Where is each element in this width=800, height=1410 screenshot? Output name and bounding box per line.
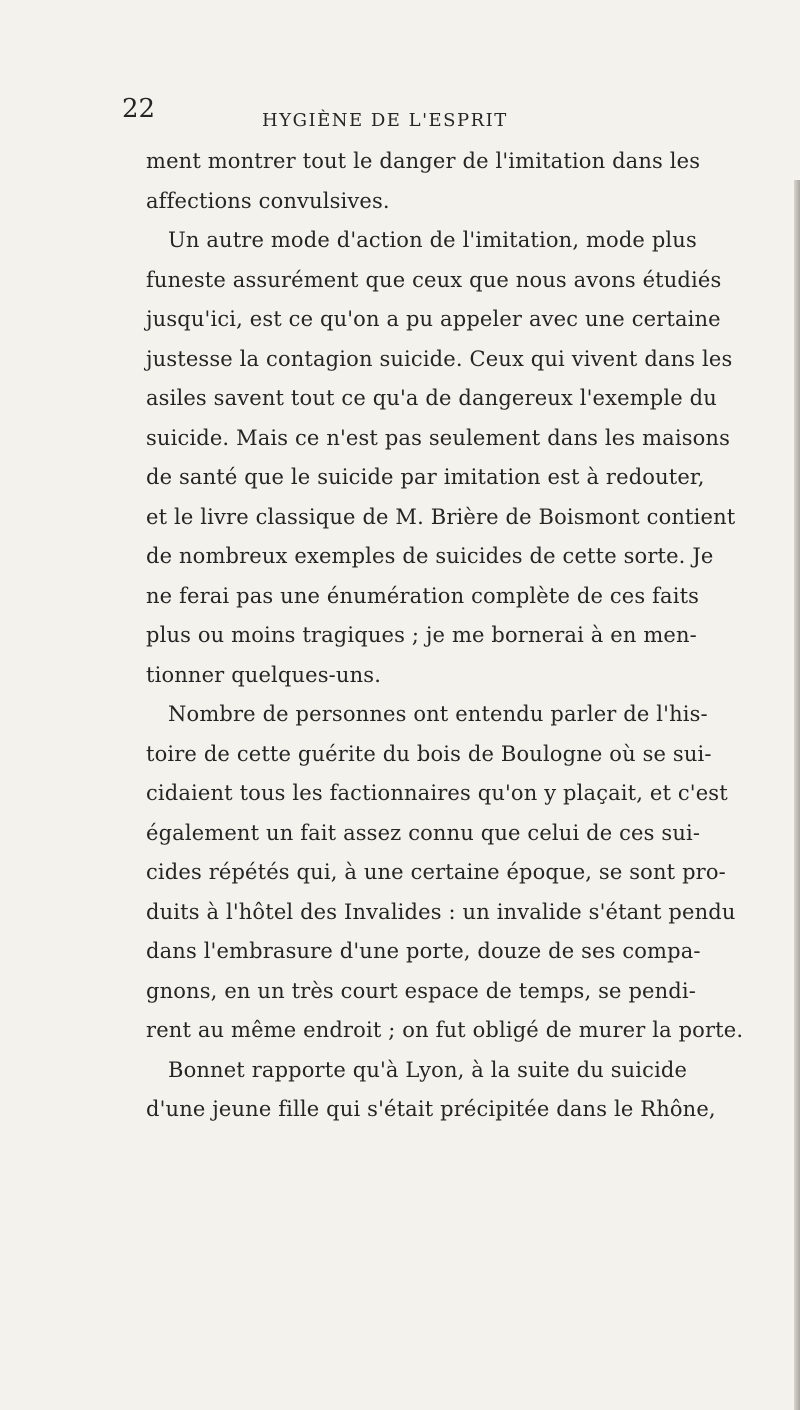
text-line: duits à l'hôtel des Invalides : un invalide s'étant pendu (146, 899, 736, 924)
running-title: HYGIÈNE DE L'ESPRIT (262, 110, 508, 131)
text-line: plus ou moins tragiques ; je me bornerai à en men- (146, 623, 697, 647)
text-line: jusqu'ici, est ce qu'on a pu appeler avec une certaine (146, 307, 721, 331)
text-line: tionner quelques-uns. (146, 662, 382, 687)
text-line: Bonnet rapporte qu'à Lyon, à la suite du suicide (168, 1057, 688, 1082)
text-line: de nombreux exemples de suicides de cette sorte. Je (146, 544, 714, 568)
text-line: justesse la contagion suicide. Ceux qui vivent dans les (146, 346, 733, 371)
text-line: dans l'embrasure d'une porte, douze de ses compa- (146, 939, 701, 963)
text-line: Nombre de personnes ont entendu parler de l'his- (168, 702, 708, 726)
text-line: funeste assurément que ceux que nous avons étudiés (146, 267, 722, 292)
text-line: également un fait assez connu que celui de ces sui- (146, 820, 701, 845)
body-text (146, 142, 766, 1130)
text-line: de santé que le suicide par imitation est à redouter, (146, 465, 705, 489)
text-line: Un autre mode d'action de l'imitation, mode plus (168, 228, 697, 252)
text-line: toire de cette guérite du bois de Boulogne où se sui- (146, 741, 712, 766)
text-line: d'une jeune fille qui s'était précipitée dans le Rhône, (146, 1097, 716, 1121)
text-line: cides répétés qui, à une certaine époque, se sont pro- (146, 860, 726, 884)
text-line: ne ferai pas une énumération complète de ces faits (146, 583, 700, 608)
text-line: rent au même endroit ; on fut obligé de murer la porte. (146, 1018, 744, 1042)
page-edge-shadow (794, 180, 800, 1410)
page-number: 22 (122, 94, 156, 124)
text-line: asiles savent tout ce qu'a de dangereux l'exemple du (146, 386, 717, 410)
text-line: gnons, en un très court espace de temps, se pendi- (146, 978, 697, 1003)
text-line: ment montrer tout le danger de l'imitation dans les (146, 149, 701, 173)
text-line: et le livre classique de M. Brière de Boismont contient (146, 504, 736, 529)
text-line: affections convulsives. (146, 188, 390, 213)
text-line: cidaient tous les factionnaires qu'on y plaçait, et c'est (146, 781, 728, 805)
text-line: suicide. Mais ce n'est pas seulement dans les maisons (146, 425, 731, 450)
